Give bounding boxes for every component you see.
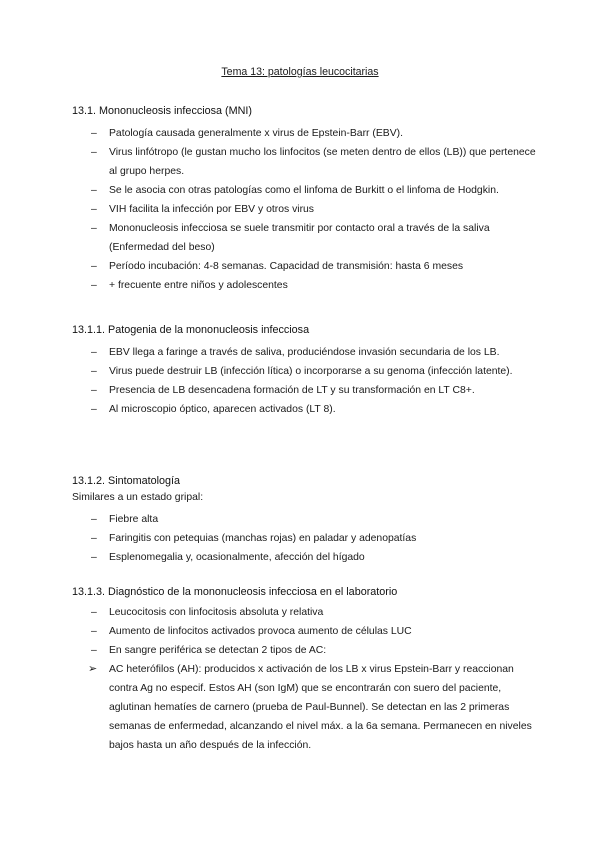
- list-item: [0, 143, 539, 181]
- list-item-text: EBV llega a faringe a través de saliva, produciéndose invasión secundaria de los LB.: [109, 347, 500, 358]
- dash-bullet: –: [91, 533, 97, 544]
- dash-bullet: –: [91, 366, 97, 377]
- list-item: [0, 660, 539, 755]
- dash-bullet: –: [91, 147, 97, 158]
- section-heading-13-1: 13.1. Mononucleosis infecciosa (MNI): [72, 105, 253, 117]
- section-13-1-2-list: [0, 510, 539, 567]
- section-13-1-3-list: [0, 603, 539, 755]
- list-item-text: Fiebre alta: [109, 514, 159, 525]
- list-item: [0, 362, 539, 381]
- list-item: [0, 603, 539, 622]
- list-item-text: Faringitis con petequias (manchas rojas) en paladar y adenopatías: [109, 533, 417, 544]
- dash-bullet: –: [91, 552, 97, 563]
- dash-bullet: –: [91, 385, 97, 396]
- section-heading-13-1-3: 13.1.3. Diagnóstico de la mononucleosis infecciosa en el laboratorio: [72, 586, 398, 598]
- list-item: [0, 510, 539, 529]
- list-item: [0, 622, 539, 641]
- dash-bullet: –: [91, 626, 97, 637]
- dash-bullet: –: [91, 645, 97, 656]
- list-item-text: VIH facilita la infección por EBV y otros virus: [109, 204, 315, 215]
- list-item-text: Virus puede destruir LB (infección lítica) o incorporarse a su genoma (infección latente).: [109, 366, 513, 377]
- page-title: Tema 13: patologías leucocitarias: [221, 66, 379, 78]
- dash-bullet: –: [91, 347, 97, 358]
- list-item: [0, 219, 539, 257]
- section-intro: Similares a un estado gripal:: [72, 492, 204, 503]
- section-heading-13-1-2: 13.1.2. Sintomatología: [72, 475, 181, 487]
- list-item: [0, 276, 539, 295]
- section-13-1-list: [0, 124, 539, 295]
- dash-bullet: –: [91, 204, 97, 215]
- dash-bullet: –: [91, 223, 97, 234]
- list-item-text: Leucocitosis con linfocitosis absoluta y relativa: [109, 607, 324, 618]
- list-item: [0, 257, 539, 276]
- list-item: [0, 400, 539, 419]
- list-item-text: Esplenomegalia y, ocasionalmente, afección del hígado: [109, 552, 365, 563]
- list-item: [0, 641, 539, 660]
- list-item-text: Patología causada generalmente x virus de Epstein-Barr (EBV).: [109, 128, 403, 139]
- list-item-text: Aumento de linfocitos activados provoca aumento de células LUC: [109, 626, 412, 637]
- dash-bullet: –: [91, 261, 97, 272]
- list-item-text: Se le asocia con otras patologías como el linfoma de Burkitt o el linfoma de Hodgkin.: [109, 185, 499, 196]
- list-item-text: Período incubación: 4-8 semanas. Capacidad de transmisión: hasta 6 meses: [109, 261, 464, 272]
- list-item: [0, 200, 539, 219]
- list-item: [0, 124, 539, 143]
- list-item-text: AC heterófilos (AH): producidos x activación de los LB x virus Epstein-Barr y reaccionan contra Ag no especif. Estos AH (son IgM) que se encontrarán con suero del paciente, aglutinan hematíes de carnero (prueba de Paul-Bunnel). Se detectan en las 2 primeras semanas de enfermedad, alcanzando el nivel máx. a la 6a semana. Permanecen en niveles bajos hasta un año después de la infección.: [109, 664, 532, 751]
- list-item-text: Mononucleosis infecciosa se suele transmitir por contacto oral a través de la saliva (Enfermedad del beso): [109, 223, 490, 253]
- list-item-text: En sangre periférica se detectan 2 tipos de AC:: [109, 645, 327, 656]
- list-item-text: + frecuente entre niños y adolescentes: [109, 280, 288, 291]
- dash-bullet: –: [91, 128, 97, 139]
- list-item: [0, 181, 539, 200]
- dash-bullet: –: [91, 607, 97, 618]
- dash-bullet: –: [91, 514, 97, 525]
- list-item: [0, 381, 539, 400]
- list-item: [0, 343, 539, 362]
- list-item-text: Al microscopio óptico, aparecen activados (LT 8).: [109, 404, 336, 415]
- list-item-text: Presencia de LB desencadena formación de LT y su transformación en LT C8+.: [109, 385, 475, 396]
- dash-bullet: –: [91, 404, 97, 415]
- section-13-1-1-list: [0, 343, 539, 419]
- list-item: [0, 529, 539, 548]
- list-item-text: Virus linfótropo (le gustan mucho los linfocitos (se meten dentro de ellos (LB)) que pertenece al grupo herpes.: [109, 147, 536, 177]
- arrow-bullet-icon: ➢: [88, 663, 98, 675]
- dash-bullet: –: [91, 185, 97, 196]
- dash-bullet: –: [91, 280, 97, 291]
- section-heading-13-1-1: 13.1.1. Patogenia de la mononucleosis infecciosa: [72, 324, 310, 336]
- list-item: [0, 548, 539, 567]
